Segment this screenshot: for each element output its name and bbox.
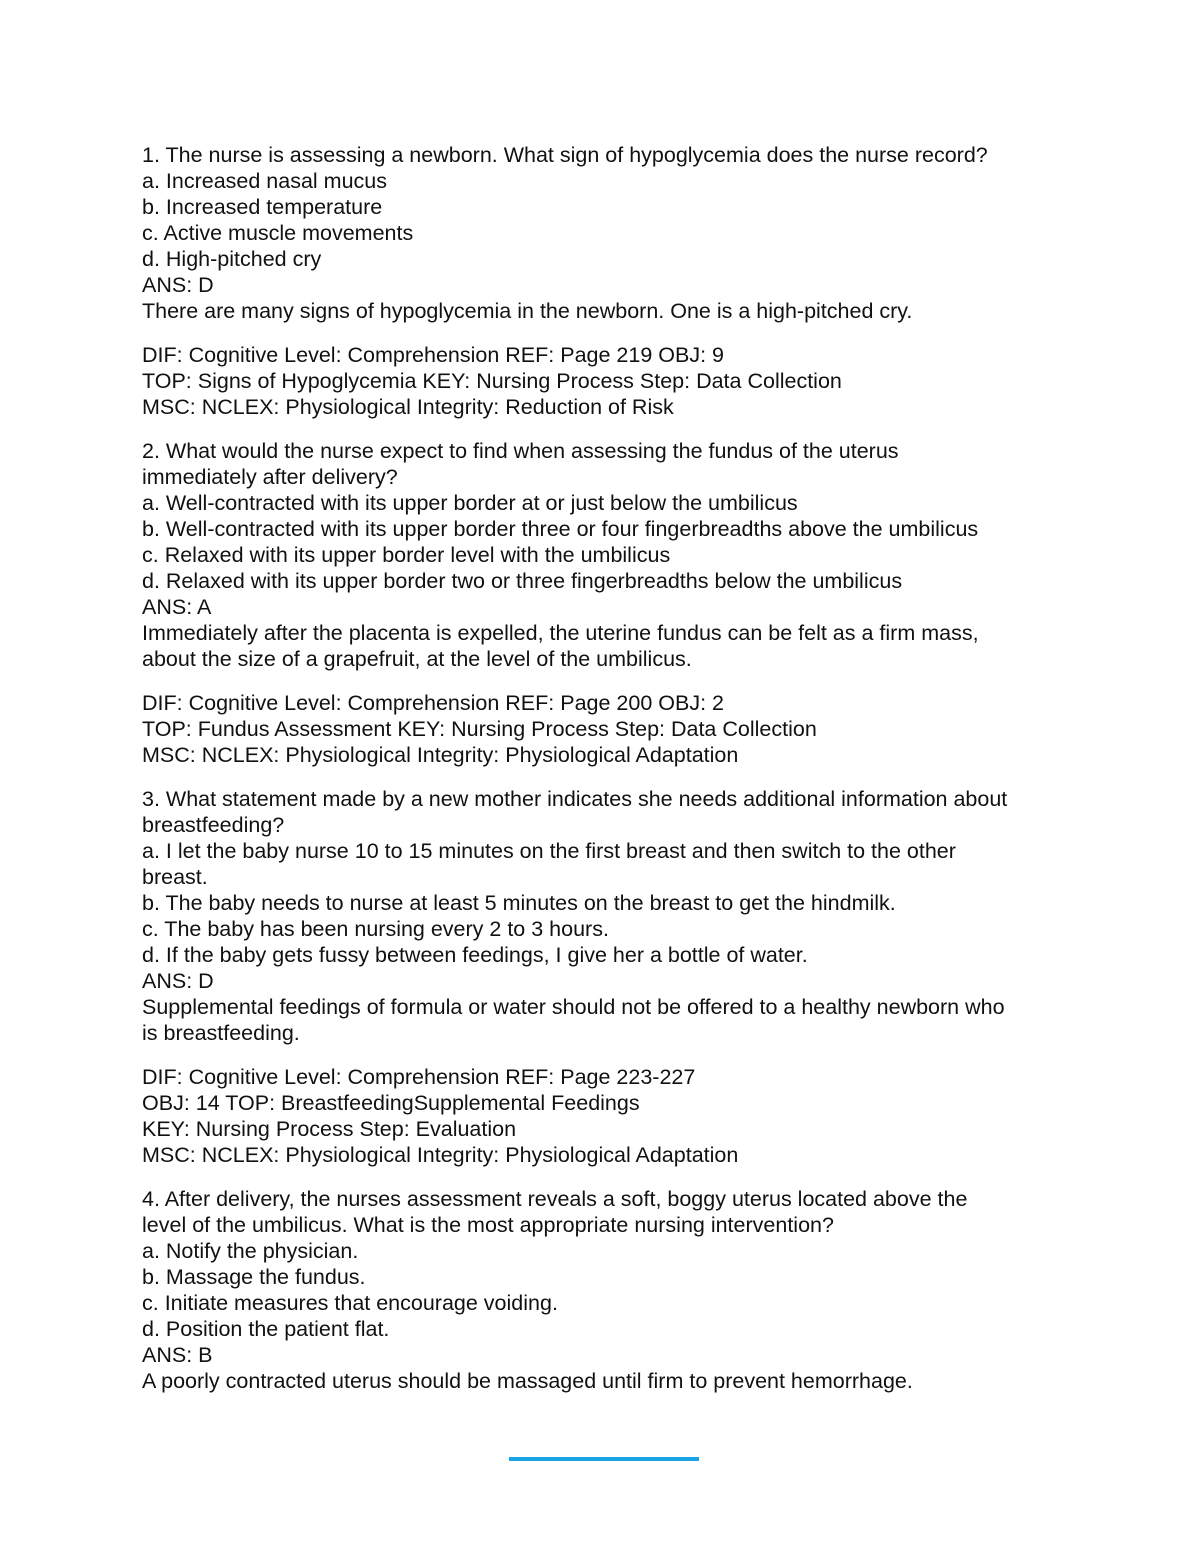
spacer xyxy=(142,768,1072,786)
meta-line: DIF: Cognitive Level: Comprehension REF: Page 200 OBJ: 2 xyxy=(142,691,724,715)
answer-option: breast. xyxy=(142,865,208,889)
spacer xyxy=(142,420,1072,438)
answer-option: b. Massage the fundus. xyxy=(142,1265,366,1289)
answer-key: ANS: A xyxy=(142,595,212,619)
rationale: Supplemental feedings of formula or water should not be offered to a healthy newborn who xyxy=(142,995,1005,1019)
answer-key: ANS: B xyxy=(142,1343,213,1367)
rationale: is breastfeeding. xyxy=(142,1021,300,1045)
meta-line: TOP: Signs of Hypoglycemia KEY: Nursing Process Step: Data Collection xyxy=(142,369,842,393)
question-stem: 4. After delivery, the nurses assessment reveals a soft, boggy uterus located above the xyxy=(142,1187,968,1211)
answer-option: c. The baby has been nursing every 2 to 3 hours. xyxy=(142,917,609,941)
meta-line: TOP: Fundus Assessment KEY: Nursing Process Step: Data Collection xyxy=(142,717,817,741)
answer-option: a. Notify the physician. xyxy=(142,1239,359,1263)
answer-option: d. If the baby gets fussy between feedings, I give her a bottle of water. xyxy=(142,943,808,967)
question-stem: level of the umbilicus. What is the most appropriate nursing intervention? xyxy=(142,1213,834,1237)
rationale: Immediately after the placenta is expelled, the uterine fundus can be felt as a firm mass, xyxy=(142,621,979,645)
spacer xyxy=(142,672,1072,690)
answer-option: a. Increased nasal mucus xyxy=(142,169,387,193)
question-stem: 1. The nurse is assessing a newborn. What sign of hypoglycemia does the nurse record? xyxy=(142,143,988,167)
meta-line: MSC: NCLEX: Physiological Integrity: Reduction of Risk xyxy=(142,395,674,419)
answer-option: c. Initiate measures that encourage voiding. xyxy=(142,1291,558,1315)
answer-option: d. High-pitched cry xyxy=(142,247,322,271)
rationale: A poorly contracted uterus should be massaged until firm to prevent hemorrhage. xyxy=(142,1369,913,1393)
question-block xyxy=(142,142,1072,420)
question-block xyxy=(142,438,1072,768)
question-stem: immediately after delivery? xyxy=(142,465,398,489)
footer-divider xyxy=(509,1457,699,1461)
spacer xyxy=(142,1168,1072,1186)
question-block xyxy=(142,1186,1072,1394)
answer-option: b. Well-contracted with its upper border three or four fingerbreadths above the umbilicus xyxy=(142,517,979,541)
answer-option: a. I let the baby nurse 10 to 15 minutes on the first breast and then switch to the other xyxy=(142,839,956,863)
answer-option: b. The baby needs to nurse at least 5 minutes on the breast to get the hindmilk. xyxy=(142,891,896,915)
meta-line: DIF: Cognitive Level: Comprehension REF: Page 219 OBJ: 9 xyxy=(142,343,724,367)
answer-option: d. Position the patient flat. xyxy=(142,1317,390,1341)
answer-option: a. Well-contracted with its upper border at or just below the umbilicus xyxy=(142,491,798,515)
spacer xyxy=(142,1046,1072,1064)
spacer xyxy=(142,324,1072,342)
answer-option: c. Relaxed with its upper border level with the umbilicus xyxy=(142,543,671,567)
document-page xyxy=(142,142,1072,1394)
question-stem: 2. What would the nurse expect to find when assessing the fundus of the uterus xyxy=(142,439,899,463)
answer-key: ANS: D xyxy=(142,273,214,297)
meta-line: OBJ: 14 TOP: BreastfeedingSupplemental Feedings xyxy=(142,1091,640,1115)
question-stem: breastfeeding? xyxy=(142,813,285,837)
meta-line: KEY: Nursing Process Step: Evaluation xyxy=(142,1117,517,1141)
meta-line: DIF: Cognitive Level: Comprehension REF: Page 223-227 xyxy=(142,1065,696,1089)
answer-option: d. Relaxed with its upper border two or three fingerbreadths below the umbilicus xyxy=(142,569,903,593)
meta-line: MSC: NCLEX: Physiological Integrity: Physiological Adaptation xyxy=(142,1143,739,1167)
answer-option: c. Active muscle movements xyxy=(142,221,414,245)
meta-line: MSC: NCLEX: Physiological Integrity: Physiological Adaptation xyxy=(142,743,739,767)
answer-option: b. Increased temperature xyxy=(142,195,383,219)
rationale: There are many signs of hypoglycemia in the newborn. One is a high-pitched cry. xyxy=(142,299,913,323)
rationale: about the size of a grapefruit, at the level of the umbilicus. xyxy=(142,647,692,671)
question-block xyxy=(142,786,1072,1168)
answer-key: ANS: D xyxy=(142,969,214,993)
question-stem: 3. What statement made by a new mother indicates she needs additional information about xyxy=(142,787,1008,811)
